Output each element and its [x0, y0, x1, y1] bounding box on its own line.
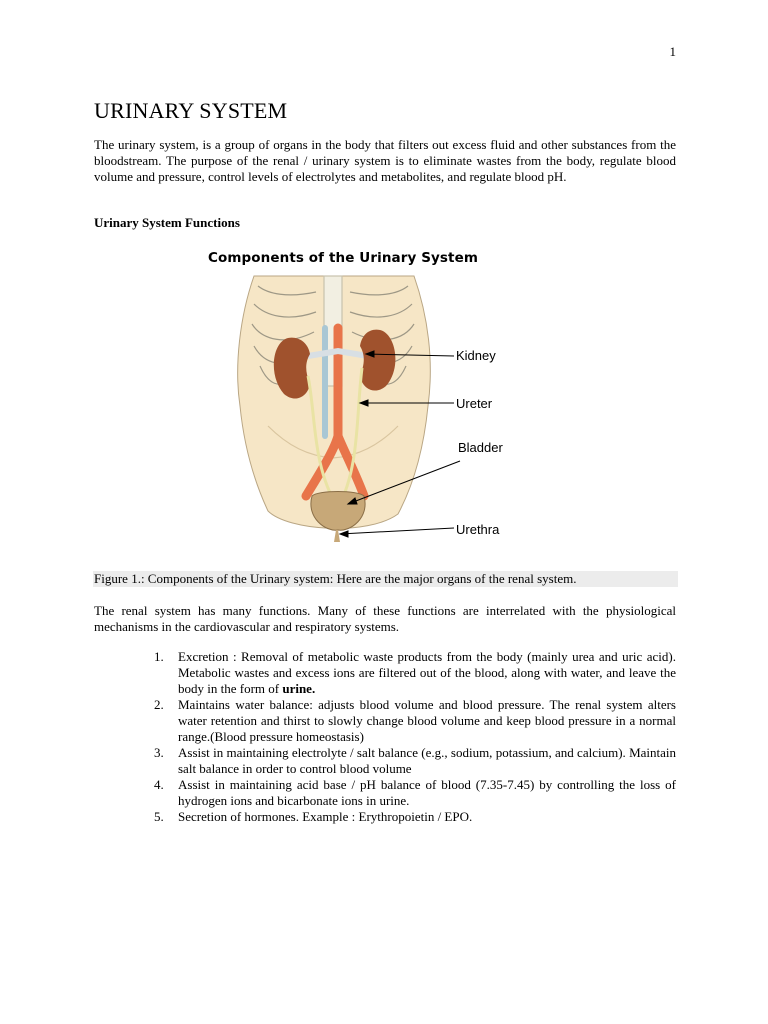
list-item — [148, 649, 676, 697]
list-item — [148, 777, 676, 809]
list-item-text: Assist in maintaining electrolyte / salt balance (e.g., sodium, potassium, and calcium). Maintain salt balance in order to control blood volume — [178, 745, 676, 776]
page-number: 1 — [669, 44, 676, 59]
list-item-text: Maintains water balance: adjusts blood volume and blood pressure. The renal system alters water retention and thirst to slowly change blood volume and keep blood pressure in a normal range.(Blood pressure homeostasis) — [178, 697, 676, 744]
list-item-bold: urine. — [282, 681, 316, 696]
list-item-number: 2. — [154, 697, 164, 712]
list-item-number: 1. — [154, 649, 164, 664]
list-item-number: 5. — [154, 809, 164, 824]
list-item-text: Excretion : Removal of metabolic waste products from the body (mainly urea and uric acid). Metabolic wastes and excess ions are filtered out of the blood, along with water, and leave the body in the form of — [178, 649, 676, 696]
list-item-text: Assist in maintaining acid base / pH balance of blood (7.35-7.45) by controlling the loss of hydrogen ions and bicarbonate ions in urine. — [178, 777, 676, 808]
functions-intro-paragraph: The renal system has many functions. Many of these functions are interrelated with the physiological mechanisms in the cardiovascular and respiratory systems. — [94, 603, 676, 634]
label-ureter: Ureter — [456, 396, 493, 411]
list-item — [148, 745, 676, 777]
list-item-number: 4. — [154, 777, 164, 792]
urethra — [334, 530, 340, 542]
list-item-number: 3. — [154, 745, 164, 760]
urinary-system-figure — [188, 246, 518, 546]
document-title: URINARY SYSTEM — [94, 98, 288, 123]
list-item — [148, 697, 676, 745]
label-bladder: Bladder — [458, 440, 503, 455]
list-item — [148, 809, 676, 825]
label-kidney: Kidney — [456, 348, 496, 363]
figure-title: Components of the Urinary System — [207, 250, 479, 266]
list-item-text: Secretion of hormones. Example : Erythropoietin / EPO. — [178, 809, 473, 824]
section-heading: Urinary System Functions — [94, 215, 240, 230]
intro-paragraph: The urinary system, is a group of organs in the body that filters out excess fluid and other substances from the bloodstream. The purpose of the renal / urinary system is to eliminate wastes from the body, regulate blood volume and pressure, control levels of electrolytes and metabolites, and regulate blood pH. — [94, 137, 676, 184]
figure-caption: Figure 1.: Components of the Urinary system: Here are the major organs of the renal system. — [93, 571, 678, 587]
functions-list — [148, 649, 676, 825]
label-urethra: Urethra — [456, 522, 500, 537]
